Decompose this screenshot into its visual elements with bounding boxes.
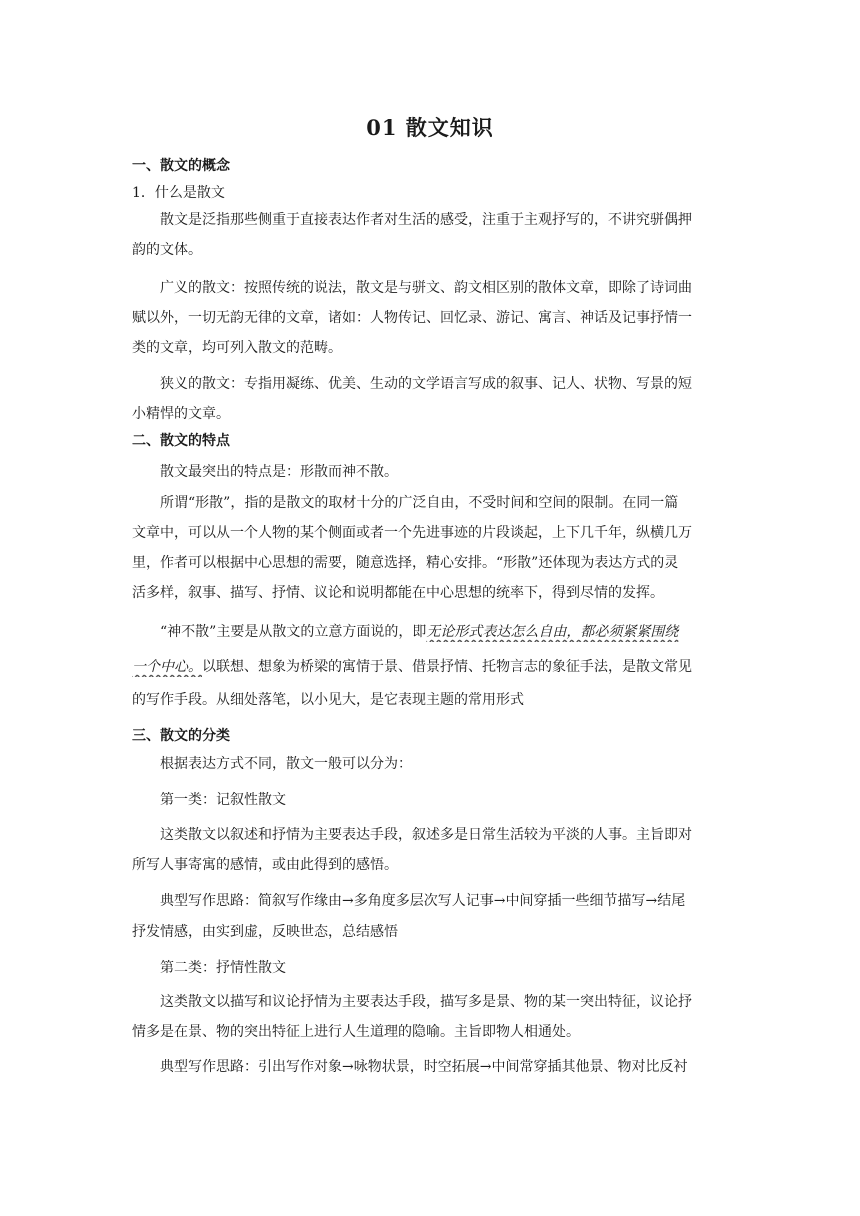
section-heading-classification: 三、散文的分类 (132, 728, 230, 744)
paragraph-line: 典型写作思路：简叙写作缘由→多角度多层次写人记事→中间穿插一些细节描写→结尾 (160, 893, 686, 909)
paragraph-line: 文章中，可以从一个人物的某个侧面或者一个先进事迹的片段谈起，上下几千年，纵横几万 (132, 525, 692, 541)
subheading-what-is-prose: 1．什么是散文 (132, 185, 225, 201)
paragraph-line: 活多样，叙事、描写、抒情、议论和说明都能在中心思想的统率下，得到尽情的发挥。 (132, 585, 664, 601)
paragraph-line: 情多是在景、物的突出特征上进行人生道理的隐喻。主旨即物人相通处。 (132, 1024, 580, 1040)
paragraph-line: 类的文章，均可列入散文的范畴。 (132, 340, 342, 356)
paragraph-line: 散文最突出的特点是：形散而神不散。 (160, 464, 398, 480)
page-title: 01 散文知识 (366, 115, 494, 140)
category-label-narrative: 第一类：记叙性散文 (160, 792, 286, 808)
section-heading-concept: 一、散文的概念 (132, 158, 230, 174)
paragraph-line: 小精悍的文章。 (132, 406, 230, 422)
handwritten-annotation: 无论形式表达怎么自由，都必须紧紧围绕 (426, 624, 679, 640)
paragraph-text: 以联想、想象为桥梁的寓情于景、借景抒情、托物言志的象征手法，是散文常见 (202, 659, 692, 675)
paragraph-line: 这类散文以叙述和抒情为主要表达手段，叙述多是日常生活较为平淡的人事。主旨即对 (160, 827, 692, 843)
paragraph-line: 这类散文以描写和议论抒情为主要表达手段，描写多是景、物的某一突出特征，议论抒 (160, 994, 692, 1010)
paragraph-line: 抒发情感，由实到虚，反映世态，总结感悟 (132, 924, 398, 940)
paragraph-text: “神不散”主要是从散文的立意方面说的，即 (160, 624, 427, 640)
paragraph-line: 狭义的散文：专指用凝练、优美、生动的文学语言写成的叙事、记人、状物、写景的短 (160, 376, 692, 392)
paragraph-line: 赋以外，一切无韵无律的文章，诸如：人物传记、回忆录、游记、寓言、神话及记事抒情一 (132, 310, 692, 326)
paragraph-line: 所写人事寄寓的感情，或由此得到的感悟。 (132, 857, 398, 873)
paragraph-line: 里，作者可以根据中心思想的需要，随意选择，精心安排。“形散”还体现为表达方式的灵 (132, 555, 679, 571)
paragraph-line (160, 622, 732, 642)
paragraph-line: 典型写作思路：引出写作对象→咏物状景，时空拓展→中间常穿插其他景、物对比反衬 (160, 1059, 688, 1075)
paragraph-line: 散文是泛指那些侧重于直接表达作者对生活的感受，注重于主观抒写的，不讲究骈偶押 (160, 212, 692, 228)
paragraph-line: 所谓“形散”，指的是散文的取材十分的广泛自由，不受时间和空间的限制。在同一篇 (160, 495, 679, 511)
paragraph-line: 根据表达方式不同，散文一般可以分为： (160, 756, 412, 772)
category-label-lyrical: 第二类：抒情性散文 (160, 960, 286, 976)
paragraph-line: 的写作手段。从细处落笔，以小见大，是它表现主题的常用形式 (132, 692, 524, 708)
handwritten-annotation: 一个中心。 (132, 659, 202, 675)
paragraph-line: 广义的散文：按照传统的说法，散文是与骈文、韵文相区别的散体文章，即除了诗词曲 (160, 280, 692, 296)
paragraph-line (132, 657, 732, 677)
paragraph-line: 韵的文体。 (132, 242, 202, 258)
section-heading-features: 二、散文的特点 (132, 433, 230, 449)
